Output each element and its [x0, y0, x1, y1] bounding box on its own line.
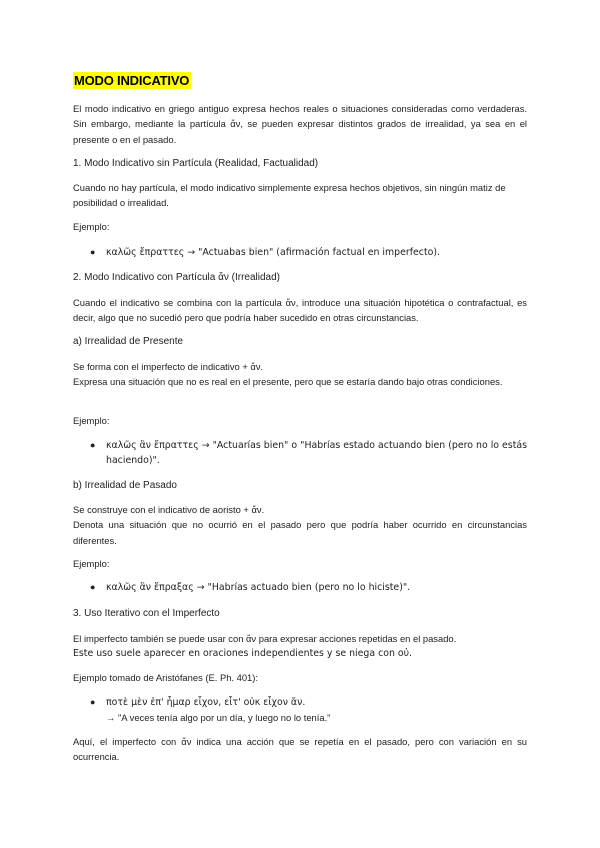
section-3-example-label: Ejemplo tomado de Aristófanes (E. Ph. 401):	[73, 672, 258, 683]
section-2b-line-2: Denota una situación que no ocurrió en el pasado pero que podría haber ocurrido en circunstancias diferentes.	[73, 519, 527, 546]
section-2a-line-1: Se forma con el imperfecto de indicativo + ἄν.	[73, 361, 264, 372]
section-2a-example-item	[90, 438, 527, 469]
section-2b-example-text: καλῶς ἂν ἔπραξας → "Habrías actuado bien (pero no lo hiciste)".	[106, 582, 411, 593]
section-2-heading: 2. Modo Indicativo con Partícula ἄν (Irrealidad)	[73, 272, 280, 283]
section-1-heading: 1. Modo Indicativo sin Partícula (Realidad, Factualidad)	[73, 158, 319, 169]
section-3-body	[73, 631, 527, 662]
bullet-marker: ●	[90, 697, 96, 707]
section-2-body: Cuando el indicativo se combina con la partícula ἄν, introduce una situación hipotética o contrafactual, es decir, algo que no sucedió pero que podría haber sucedido en otras circunstancias.	[73, 297, 527, 324]
section-2b-example-label: Ejemplo:	[73, 558, 110, 569]
section-2a-line-2: Expresa una situación que no es real en el presente, pero que se estaría dando bajo otras condiciones.	[73, 376, 503, 388]
section-2b-body	[73, 502, 527, 548]
bullet-marker: ●	[90, 247, 96, 257]
section-3-example-greek: ποτὲ μὲν ἐπ' ἦμαρ εἶχον, εἶτ' οὐκ εἶχον ἄν.	[106, 697, 306, 708]
section-2b-line-1: Se construye con el indicativo de aoristo + ἄν.	[73, 504, 265, 515]
section-2a-example-text: καλῶς ἂν ἔπραττες → "Actuarías bien" o "Habrías estado actuando bien (pero no lo estás haciendo)".	[106, 440, 527, 467]
section-2b-example-item	[90, 580, 527, 595]
section-3-line-1: El imperfecto también se puede usar con ἄν para expresar acciones repetidas en el pasado.	[73, 633, 457, 644]
section-3-line-2: Este uso suele aparecer en oraciones independientes y se niega con οὐ.	[73, 648, 413, 660]
section-2b-heading: b) Irrealidad de Pasado	[73, 480, 177, 491]
section-1-body: Cuando no hay partícula, el modo indicativo simplemente expresa hechos objetivos, sin ningún matiz de posibilidad o irrealidad.	[73, 182, 506, 209]
section-3-heading: 3. Uso Iterativo con el Imperfecto	[73, 608, 220, 619]
section-2a-body	[73, 359, 527, 390]
section-2a-example-label: Ejemplo:	[73, 415, 110, 426]
section-1-example-text: καλῶς ἔπραττες → "Actuabas bien" (afirmación factual en imperfecto).	[106, 247, 441, 258]
section-2a-heading: a) Irrealidad de Presente	[73, 336, 184, 347]
section-3-example-translation: → "A veces tenía algo por un día, y luego no lo tenía."	[106, 712, 331, 724]
document-title: MODO INDICATIVO	[74, 73, 190, 88]
section-3-example-item	[90, 695, 527, 726]
section-1-example-item	[90, 245, 527, 260]
bullet-marker: ●	[90, 582, 96, 592]
bullet-marker: ●	[90, 440, 96, 450]
section-3-closing: Aquí, el imperfecto con ἄν indica una acción que se repetía en el pasado, pero con variación en su ocurrencia.	[73, 736, 527, 763]
section-1-example-label: Ejemplo:	[73, 221, 110, 232]
intro-paragraph: El modo indicativo en griego antiguo expresa hechos reales o situaciones consideradas como verdaderas. Sin embargo, mediante la partícula ἄν, se pueden expresar distintos grados de irrealidad, ya sea en el presente o en el pasado.	[73, 103, 527, 145]
